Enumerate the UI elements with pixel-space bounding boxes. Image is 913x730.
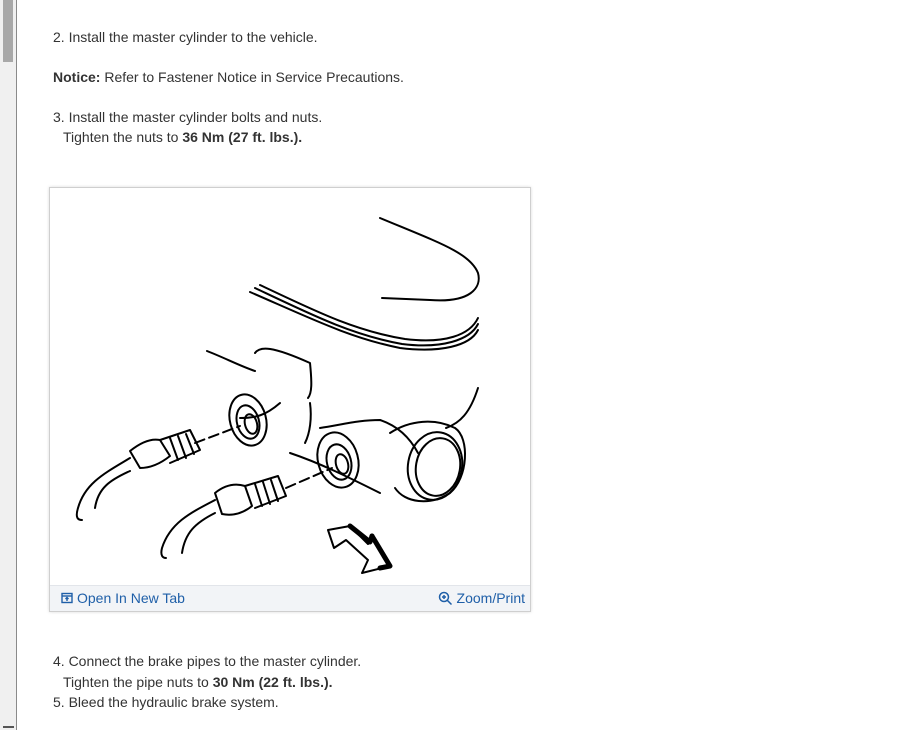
step-4: 4. Connect the brake pipes to the master cylinder. [53, 653, 362, 669]
zoom-print-link[interactable] [438, 590, 525, 606]
scrollbar-bottom-marker [3, 726, 14, 728]
step-4-torque-value: 30 Nm (22 ft. lbs.). [212, 673, 333, 690]
zoom-print-label: Zoom/Print [456, 590, 525, 606]
vertical-scrollbar[interactable] [0, 0, 17, 730]
notice-label: Notice: [53, 69, 101, 85]
zoom-in-icon [438, 591, 453, 606]
step-3-torque-value: 36 Nm (27 ft. lbs.). [182, 129, 303, 145]
step-2: 2. Install the master cylinder to the vehicle. [53, 29, 318, 45]
step-4-torque [53, 672, 873, 693]
master-cylinder-illustration [50, 188, 530, 584]
instructions-top [53, 27, 873, 147]
step-4-torque-prefix: Tighten the pipe nuts to [63, 673, 213, 690]
notice [53, 67, 873, 87]
scrollbar-thumb[interactable] [3, 0, 13, 62]
instructions-bottom [53, 651, 873, 713]
step-3-torque-prefix: Tighten the nuts to [63, 129, 183, 145]
step-5: 5. Bleed the hydraulic brake system. [53, 694, 279, 710]
open-new-tab-icon [61, 592, 73, 604]
figure-toolbar [50, 585, 530, 611]
open-in-new-tab-link[interactable] [61, 590, 185, 606]
notice-text: Refer to Fastener Notice in Service Precautions. [100, 69, 404, 85]
step-3: 3. Install the master cylinder bolts and nuts. [53, 109, 323, 125]
step-3-torque [53, 127, 873, 147]
master-cylinder-figure [49, 187, 531, 612]
open-in-new-tab-label: Open In New Tab [77, 590, 185, 606]
